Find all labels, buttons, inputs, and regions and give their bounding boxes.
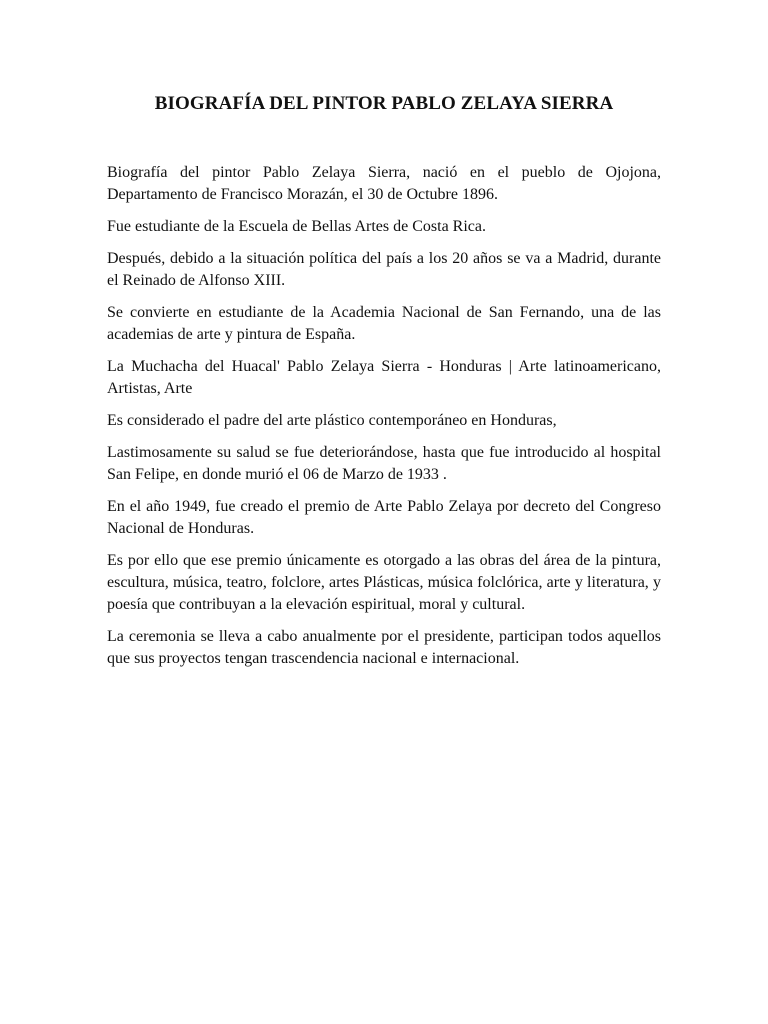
paragraph-award-scope: Es por ello que ese premio únicamente es otorgado a las obras del área de la pintura, escultura, música, teatro, folclore, artes Plásticas, música folclórica, arte y literatura, y poesía que contribuyan a la elevación espiritual, moral y cultural. [107, 552, 661, 613]
document-title: BIOGRAFÍA DEL PINTOR PABLO ZELAYA SIERRA [154, 93, 614, 114]
paragraph-legacy: Es considerado el padre del arte plástico contemporáneo en Honduras, [107, 412, 557, 429]
paragraph-birth: Biografía del pintor Pablo Zelaya Sierra, nació en el pueblo de Ojojona, Departamento de Francisco Morazán, el 30 de Octubre 1896. [107, 164, 661, 203]
paragraph-death: Lastimosamente su salud se fue deteriorándose, hasta que fue introducido al hospital San Felipe, en donde murió el 06 de Marzo de 1933 . [107, 444, 661, 483]
paragraph-award: En el año 1949, fue creado el premio de Arte Pablo Zelaya por decreto del Congreso Nacional de Honduras. [107, 498, 661, 537]
paragraph-school: Fue estudiante de la Escuela de Bellas Artes de Costa Rica. [107, 218, 486, 235]
paragraph-madrid: Después, debido a la situación política del país a los 20 años se va a Madrid, durante el Reinado de Alfonso XIII. [107, 250, 661, 289]
paragraph-artwork: La Muchacha del Huacal' Pablo Zelaya Sierra - Honduras | Arte latinoamericano, Artistas, Arte [107, 358, 661, 397]
paragraph-academy: Se convierte en estudiante de la Academia Nacional de San Fernando, una de las academias de arte y pintura de España. [107, 304, 661, 343]
document-body [107, 162, 661, 670]
paragraph-ceremony: La ceremonia se lleva a cabo anualmente por el presidente, participan todos aquellos que sus proyectos tengan trascendencia nacional e internacional. [107, 628, 661, 667]
